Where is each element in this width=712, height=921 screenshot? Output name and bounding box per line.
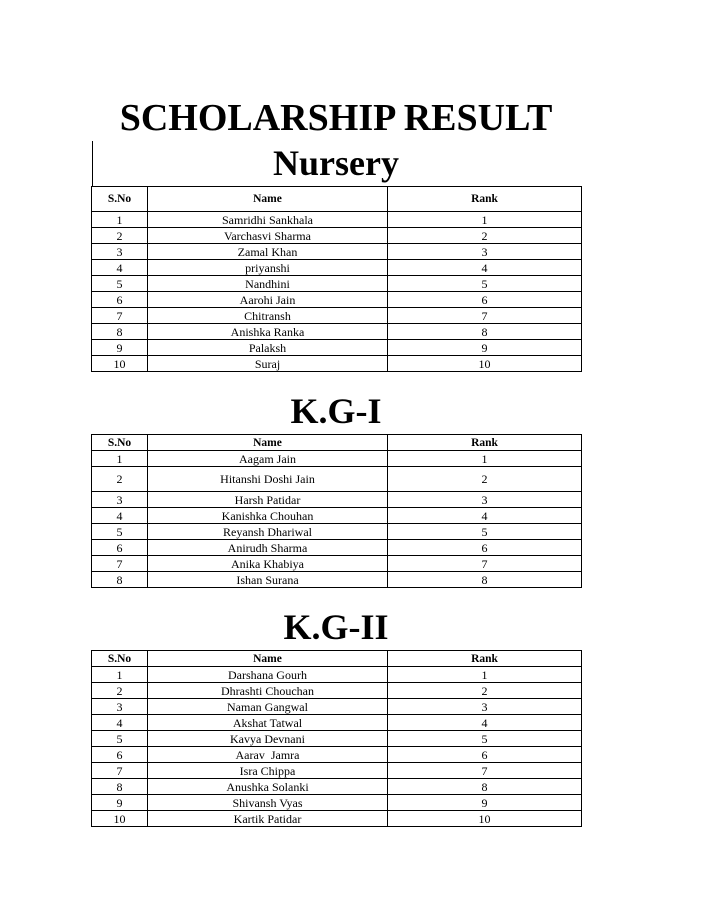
cell-sno: 3 [92, 492, 148, 508]
table-header-row [92, 187, 582, 212]
cell-name: Anirudh Sharma [148, 540, 388, 556]
cell-rank: 5 [388, 524, 582, 540]
cell-sno: 3 [92, 244, 148, 260]
table-row [92, 667, 582, 683]
cell-rank: 2 [388, 228, 582, 244]
cell-name: Nandhini [148, 276, 388, 292]
cell-sno: 6 [92, 292, 148, 308]
cell-rank: 3 [388, 699, 582, 715]
cell-sno: 8 [92, 572, 148, 588]
table-row [92, 763, 582, 779]
table-row [92, 228, 582, 244]
table-row [92, 340, 582, 356]
results-table-nursery [91, 186, 582, 372]
cell-name: Anika Khabiya [148, 556, 388, 572]
table-row [92, 260, 582, 276]
cell-name: Reyansh Dhariwal [148, 524, 388, 540]
cell-rank: 3 [388, 492, 582, 508]
cell-name: Ishan Surana [148, 572, 388, 588]
cell-name: Kartik Patidar [148, 811, 388, 827]
cell-rank: 4 [388, 715, 582, 731]
cell-rank: 4 [388, 260, 582, 276]
cell-rank: 2 [388, 467, 582, 492]
table-row [92, 451, 582, 467]
results-table-kg1 [91, 434, 582, 588]
column-header-sno: S.No [92, 651, 148, 667]
cell-rank: 7 [388, 308, 582, 324]
section-title-kg1: K.G-I [290, 391, 382, 431]
cell-name: Hitanshi Doshi Jain [148, 467, 388, 492]
cell-rank: 5 [388, 731, 582, 747]
cell-rank: 6 [388, 747, 582, 763]
cell-name: Naman Gangwal [148, 699, 388, 715]
cell-sno: 2 [92, 467, 148, 492]
column-header-name: Name [148, 187, 388, 212]
cell-name: Darshana Gourh [148, 667, 388, 683]
cell-sno: 2 [92, 228, 148, 244]
table-row [92, 276, 582, 292]
cell-name: priyanshi [148, 260, 388, 276]
cell-rank: 1 [388, 212, 582, 228]
cell-sno: 8 [92, 779, 148, 795]
cell-name: Aarohi Jain [148, 292, 388, 308]
cell-rank: 8 [388, 779, 582, 795]
cell-name: Anishka Ranka [148, 324, 388, 340]
table-row [92, 467, 582, 492]
cell-name: Kavya Devnani [148, 731, 388, 747]
cell-sno: 5 [92, 276, 148, 292]
table-row [92, 492, 582, 508]
cell-sno: 5 [92, 524, 148, 540]
section-title-kg2: K.G-II [283, 607, 389, 647]
cell-rank: 1 [388, 667, 582, 683]
cell-rank: 2 [388, 683, 582, 699]
table-row [92, 572, 582, 588]
table-row [92, 508, 582, 524]
table-row [92, 212, 582, 228]
cell-sno: 4 [92, 715, 148, 731]
cell-name: Aarav Jamra [148, 747, 388, 763]
cell-sno: 10 [92, 811, 148, 827]
table-row [92, 356, 582, 372]
cell-rank: 5 [388, 276, 582, 292]
table-row [92, 731, 582, 747]
page-title: SCHOLARSHIP RESULT [119, 97, 553, 139]
table-row [92, 747, 582, 763]
column-header-rank: Rank [388, 187, 582, 212]
cell-sno: 4 [92, 508, 148, 524]
cell-sno: 1 [92, 212, 148, 228]
table-row [92, 715, 582, 731]
cell-rank: 4 [388, 508, 582, 524]
section-title-nursery: Nursery [273, 143, 399, 183]
cell-sno: 6 [92, 747, 148, 763]
cell-sno: 1 [92, 667, 148, 683]
cell-rank: 3 [388, 244, 582, 260]
column-header-rank: Rank [388, 651, 582, 667]
cell-sno: 1 [92, 451, 148, 467]
cell-sno: 9 [92, 340, 148, 356]
cell-rank: 7 [388, 556, 582, 572]
cell-rank: 6 [388, 292, 582, 308]
table-row [92, 324, 582, 340]
cell-sno: 4 [92, 260, 148, 276]
table-row [92, 811, 582, 827]
table-row [92, 795, 582, 811]
cell-name: Suraj [148, 356, 388, 372]
results-table-kg2 [91, 650, 582, 827]
table-row [92, 699, 582, 715]
column-header-name: Name [148, 651, 388, 667]
cell-rank: 9 [388, 795, 582, 811]
cell-name: Harsh Patidar [148, 492, 388, 508]
table-row [92, 683, 582, 699]
cell-rank: 7 [388, 763, 582, 779]
cell-name: Chitransh [148, 308, 388, 324]
cell-rank: 1 [388, 451, 582, 467]
cell-sno: 10 [92, 356, 148, 372]
cell-rank: 9 [388, 340, 582, 356]
cell-name: Kanishka Chouhan [148, 508, 388, 524]
table-row [92, 779, 582, 795]
cell-name: Akshat Tatwal [148, 715, 388, 731]
cell-sno: 9 [92, 795, 148, 811]
cell-sno: 5 [92, 731, 148, 747]
cell-rank: 8 [388, 324, 582, 340]
cell-name: Zamal Khan [148, 244, 388, 260]
column-header-sno: S.No [92, 187, 148, 212]
column-header-name: Name [148, 435, 388, 451]
table-row [92, 524, 582, 540]
column-header-rank: Rank [388, 435, 582, 451]
cell-rank: 6 [388, 540, 582, 556]
cell-rank: 8 [388, 572, 582, 588]
table-row [92, 244, 582, 260]
cell-name: Dhrashti Chouchan [148, 683, 388, 699]
cell-sno: 3 [92, 699, 148, 715]
table-row [92, 556, 582, 572]
cell-name: Aagam Jain [148, 451, 388, 467]
table-row [92, 308, 582, 324]
table-row [92, 540, 582, 556]
cell-sno: 2 [92, 683, 148, 699]
cell-name: Samridhi Sankhala [148, 212, 388, 228]
cell-name: Varchasvi Sharma [148, 228, 388, 244]
cell-rank: 10 [388, 811, 582, 827]
table-header-row [92, 435, 582, 451]
cell-sno: 7 [92, 763, 148, 779]
table-header-row [92, 651, 582, 667]
cell-sno: 8 [92, 324, 148, 340]
cell-name: Anushka Solanki [148, 779, 388, 795]
table-row [92, 292, 582, 308]
cell-sno: 7 [92, 308, 148, 324]
cell-name: Shivansh Vyas [148, 795, 388, 811]
cell-name: Isra Chippa [148, 763, 388, 779]
cell-name: Palaksh [148, 340, 388, 356]
cell-sno: 7 [92, 556, 148, 572]
cell-rank: 10 [388, 356, 582, 372]
cell-sno: 6 [92, 540, 148, 556]
column-header-sno: S.No [92, 435, 148, 451]
